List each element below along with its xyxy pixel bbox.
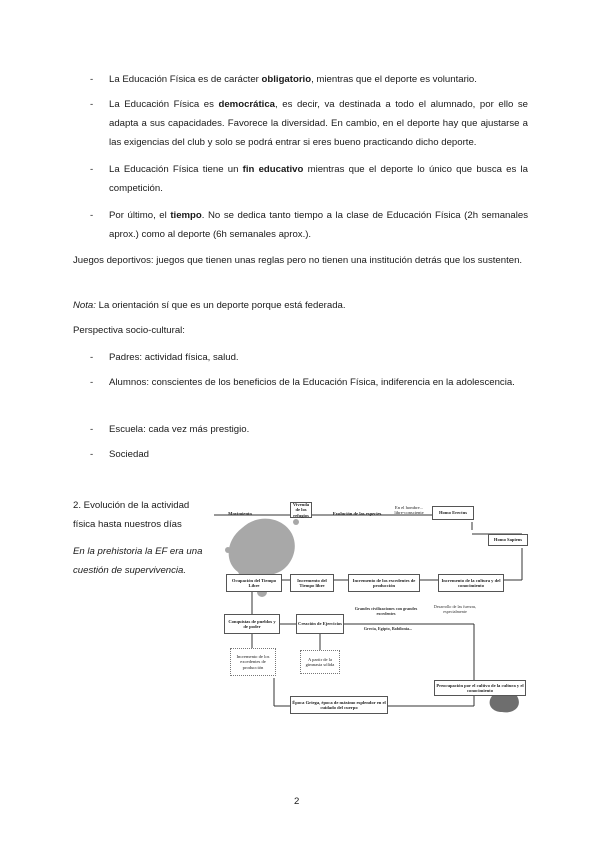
note-grecia: Grecia, Egipto, Babilonia... bbox=[363, 626, 413, 631]
box-preocupacion: Preocupación por el cultivo de la cultura y el conocimiento bbox=[434, 680, 526, 696]
list-item-text: Alumnos: conscientes de los beneficios de la Educación Física, indiferencia en la adolescencia. bbox=[109, 377, 515, 388]
list-item bbox=[90, 206, 528, 246]
evolution-diagram bbox=[204, 500, 528, 715]
box-incremento-tiempo: Incremento del Tiempo libre bbox=[290, 574, 334, 592]
box-movimiento: Movimiento bbox=[228, 511, 252, 517]
list-item bbox=[90, 445, 528, 464]
list-item bbox=[90, 348, 528, 367]
list-dash: - bbox=[90, 449, 94, 460]
nota-paragraph: Nota: La orientación sí que es un deporte porque está federada. bbox=[73, 300, 346, 311]
box-homo-sapiens: Homo Sapiens bbox=[488, 534, 528, 546]
list-item-text: La Educación Física es de carácter obligatorio, mientras que el deporte es voluntario. bbox=[109, 74, 477, 85]
list-dash: - bbox=[90, 210, 94, 221]
note-grandes: Grandes civilizaciones con grandes excedentes bbox=[354, 606, 418, 616]
list-item bbox=[90, 70, 528, 89]
box-evolucion: Evolución de las especies bbox=[332, 511, 382, 517]
section-heading-line2: física hasta nuestros días bbox=[73, 519, 182, 530]
list-dash: - bbox=[90, 424, 94, 435]
prehistory-note-line2: cuestión de supervivencia. bbox=[73, 565, 187, 576]
box-a-partir: A partir de la gimnasia sólida bbox=[300, 650, 340, 674]
list-dash: - bbox=[90, 164, 94, 175]
list-item-text: Escuela: cada vez más prestigio. bbox=[109, 424, 250, 435]
box-ocupacion: Ocupación del Tiempo Libre bbox=[226, 574, 282, 592]
list-item bbox=[90, 95, 528, 155]
list-item-text: La Educación Física es democrática, es decir, va destinada a todo el alumnado, por ello se adapta a sus capacidades. Favorece la diversidad. En cambio, en el deporte hay que ajustarse a las exigencias del club y solo se podrá entrar si eres bueno practicando dicho deporte. bbox=[109, 99, 528, 148]
prehistory-note-line1: En la prehistoria la EF era una bbox=[73, 546, 203, 557]
list-item bbox=[90, 420, 528, 439]
page-number: 2 bbox=[294, 796, 300, 807]
perspectiva-heading: Perspectiva socio-cultural: bbox=[73, 325, 185, 336]
list-item-text: Sociedad bbox=[109, 449, 150, 460]
list-item bbox=[90, 373, 528, 413]
box-homo-erectus: Homo Erectus bbox=[432, 506, 474, 520]
list-item-text: La Educación Física tiene un fin educativo mientras que el deporte lo único que busca es la competición. bbox=[109, 164, 528, 194]
list-dash: - bbox=[90, 74, 94, 85]
box-incremento-excedentes: Incremento de los excedentes de producción bbox=[230, 648, 276, 676]
note-desarrollo: Desarrollo de las fuerzas, especialmente bbox=[433, 604, 477, 614]
box-creacion: Creación de Ejercicios bbox=[296, 614, 344, 634]
list-item-text: Por último, el tiempo. No se dedica tanto tiempo a la clase de Educación Física (2h semanales aprox.) como al deporte (6h semanales aprox.). bbox=[109, 210, 528, 240]
list-dash: - bbox=[90, 99, 94, 110]
section-heading-line1: 2. Evolución de la actividad bbox=[73, 500, 190, 511]
list-dash: - bbox=[90, 352, 94, 363]
box-hombre: En el hombre... libre-consciente bbox=[394, 504, 424, 515]
list-item-text: Padres: actividad física, salud. bbox=[109, 352, 239, 363]
list-item bbox=[90, 160, 528, 200]
box-epoca: Época Griega, época de máximo esplendor en el cuidado del cuerpo bbox=[290, 696, 388, 714]
box-vivenda: Vivenda de los refugios bbox=[290, 502, 312, 518]
box-incremento-cultura: Incremento de la cultura y del conocimiento bbox=[438, 574, 504, 592]
box-conquistas: Conquistas de pueblos y de poder bbox=[224, 614, 280, 634]
box-incremento-medios: Incremento de los excedentes de producción bbox=[348, 574, 420, 592]
juegos-paragraph: Juegos deportivos: juegos que tienen unas reglas pero no tienen una institución detrás que los sustenten. bbox=[73, 255, 523, 266]
list-dash: - bbox=[90, 377, 94, 388]
